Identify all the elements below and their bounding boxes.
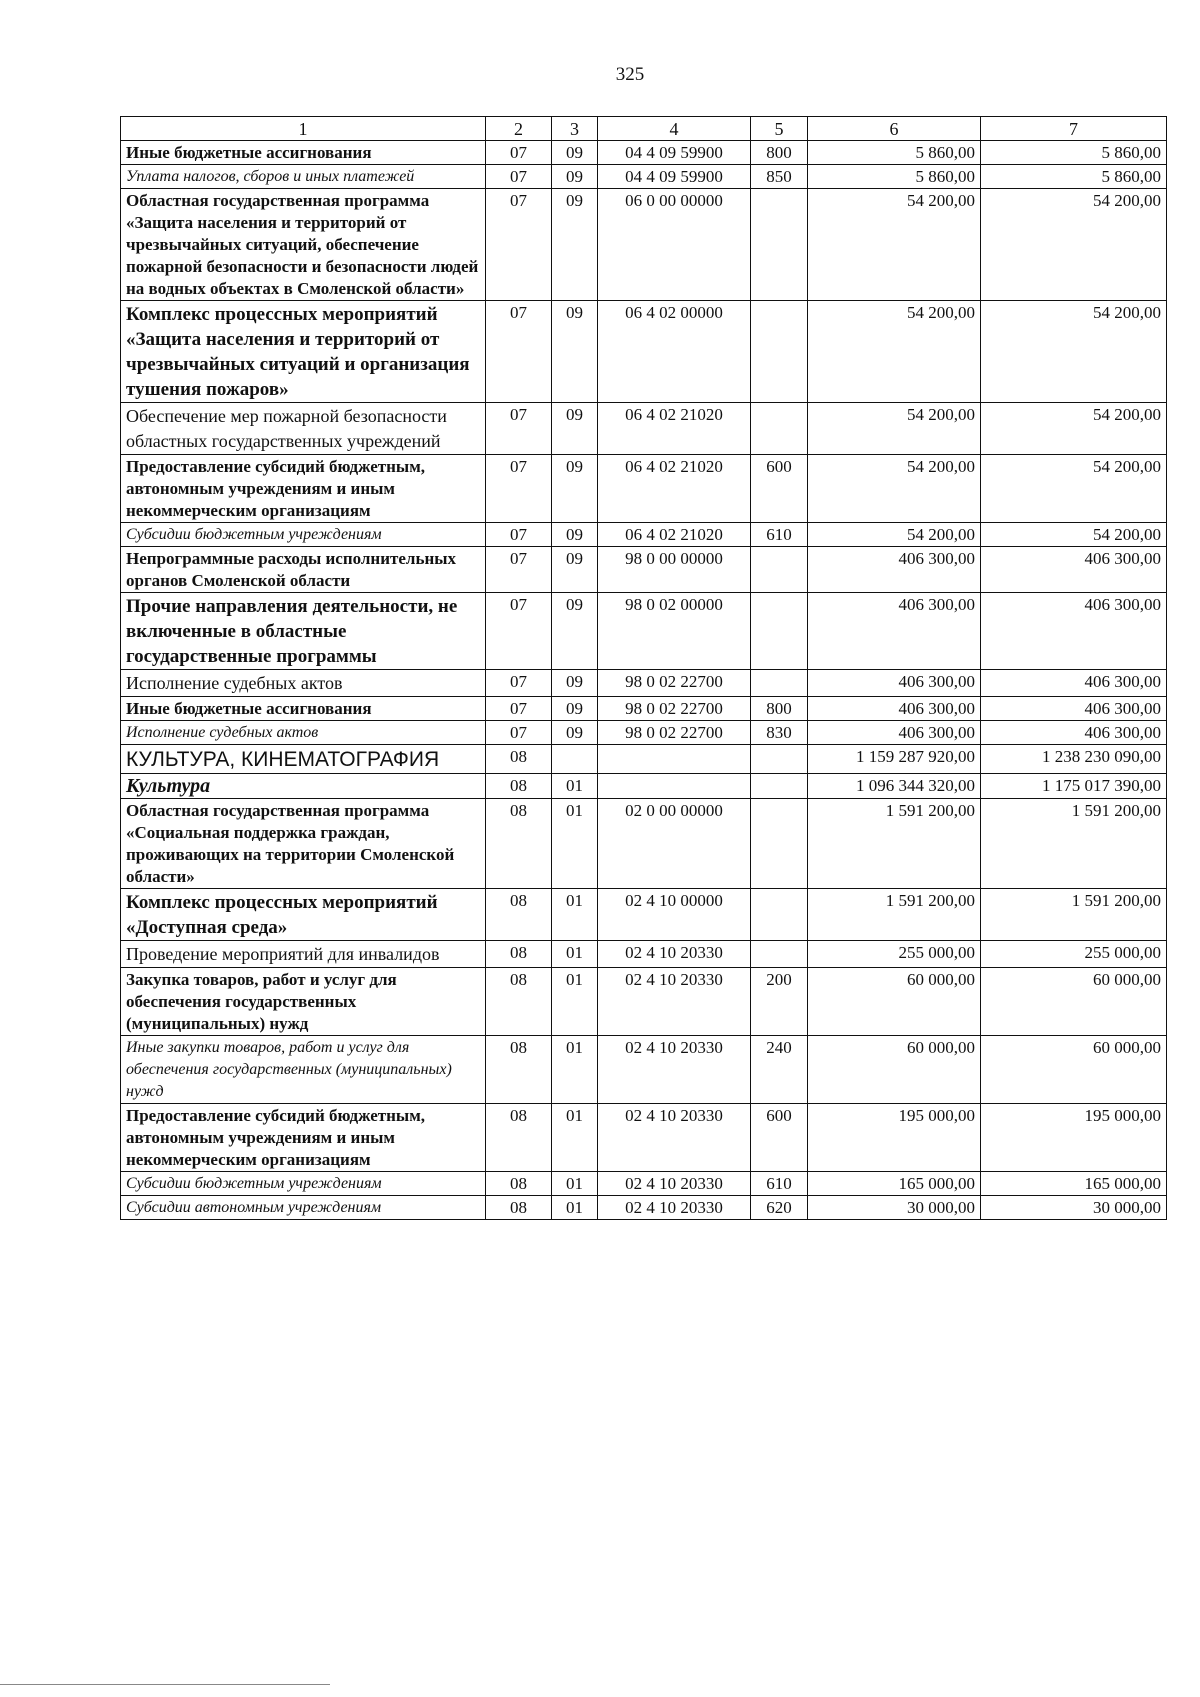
cell-section-code: 07 (486, 593, 552, 670)
cell-amount-1: 54 200,00 (808, 455, 981, 523)
cell-amount-1: 406 300,00 (808, 670, 981, 697)
table-row (121, 165, 1167, 189)
table-row (121, 889, 1167, 941)
cell-section-code: 07 (486, 301, 552, 403)
cell-name: Предоставление субсидий бюджетным, автономным учреждениям и иным некоммерческим организациям (121, 1104, 486, 1172)
cell-amount-1: 1 159 287 920,00 (808, 745, 981, 774)
cell-amount-1: 5 860,00 (808, 165, 981, 189)
cell-section-code: 07 (486, 721, 552, 745)
cell-amount-2: 1 591 200,00 (981, 889, 1167, 941)
cell-section-code: 07 (486, 697, 552, 721)
cell-expense-type (751, 547, 808, 593)
cell-subsection-code (552, 745, 598, 774)
cell-name: Исполнение судебных актов (121, 721, 486, 745)
cell-section-code: 08 (486, 1196, 552, 1220)
cell-amount-2: 1 175 017 390,00 (981, 774, 1167, 799)
table-row (121, 455, 1167, 523)
cell-target-code (598, 745, 751, 774)
cell-subsection-code: 01 (552, 941, 598, 968)
cell-name: Субсидии бюджетным учреждениям (121, 1172, 486, 1196)
cell-section-code: 07 (486, 523, 552, 547)
cell-amount-1: 54 200,00 (808, 403, 981, 455)
cell-amount-2: 54 200,00 (981, 455, 1167, 523)
cell-amount-1: 195 000,00 (808, 1104, 981, 1172)
cell-target-code: 98 0 02 22700 (598, 721, 751, 745)
cell-name: Иные закупки товаров, работ и услуг для обеспечения государственных (муниципальных) нужд (121, 1036, 486, 1104)
cell-section-code: 08 (486, 1104, 552, 1172)
table-row (121, 745, 1167, 774)
cell-amount-2: 406 300,00 (981, 593, 1167, 670)
cell-name: Уплата налогов, сборов и иных платежей (121, 165, 486, 189)
cell-target-code: 06 4 02 21020 (598, 403, 751, 455)
cell-section-code: 07 (486, 670, 552, 697)
cell-amount-1: 54 200,00 (808, 301, 981, 403)
budget-table (120, 116, 1167, 1220)
cell-expense-type: 200 (751, 968, 808, 1036)
cell-subsection-code: 09 (552, 523, 598, 547)
table-row (121, 941, 1167, 968)
table-row (121, 523, 1167, 547)
cell-subsection-code: 09 (552, 141, 598, 165)
cell-name: Культура (121, 774, 486, 799)
cell-amount-2: 54 200,00 (981, 523, 1167, 547)
header-cell: 2 (486, 117, 552, 141)
cell-subsection-code: 01 (552, 799, 598, 889)
cell-subsection-code: 09 (552, 403, 598, 455)
cell-section-code: 08 (486, 968, 552, 1036)
table-row (121, 593, 1167, 670)
cell-name: Субсидии бюджетным учреждениям (121, 523, 486, 547)
cell-subsection-code: 01 (552, 889, 598, 941)
cell-section-code: 08 (486, 799, 552, 889)
cell-subsection-code: 09 (552, 455, 598, 523)
cell-amount-2: 54 200,00 (981, 403, 1167, 455)
cell-amount-1: 54 200,00 (808, 523, 981, 547)
cell-amount-2: 60 000,00 (981, 1036, 1167, 1104)
cell-name: Предоставление субсидий бюджетным, автономным учреждениям и иным некоммерческим организациям (121, 455, 486, 523)
cell-expense-type: 600 (751, 1104, 808, 1172)
cell-amount-1: 60 000,00 (808, 968, 981, 1036)
cell-amount-1: 165 000,00 (808, 1172, 981, 1196)
cell-amount-2: 406 300,00 (981, 721, 1167, 745)
cell-amount-2: 255 000,00 (981, 941, 1167, 968)
cell-expense-type (751, 593, 808, 670)
cell-name: Проведение мероприятий для инвалидов (121, 941, 486, 968)
cell-name: Прочие направления деятельности, не включенные в областные государственные программы (121, 593, 486, 670)
cell-target-code: 02 4 10 20330 (598, 1196, 751, 1220)
cell-target-code: 04 4 09 59900 (598, 165, 751, 189)
table-row (121, 301, 1167, 403)
cell-subsection-code: 09 (552, 547, 598, 593)
header-cell: 5 (751, 117, 808, 141)
cell-subsection-code: 01 (552, 774, 598, 799)
table-row (121, 697, 1167, 721)
table-row (121, 141, 1167, 165)
cell-subsection-code: 01 (552, 1196, 598, 1220)
table-row (121, 670, 1167, 697)
table-row (121, 189, 1167, 301)
cell-amount-2: 54 200,00 (981, 301, 1167, 403)
table-row (121, 799, 1167, 889)
cell-section-code: 07 (486, 165, 552, 189)
cell-target-code: 02 4 10 20330 (598, 1036, 751, 1104)
cell-subsection-code: 01 (552, 1172, 598, 1196)
cell-name: Непрограммные расходы исполнительных органов Смоленской области (121, 547, 486, 593)
cell-section-code: 07 (486, 455, 552, 523)
cell-name: Субсидии автономным учреждениям (121, 1196, 486, 1220)
cell-expense-type (751, 403, 808, 455)
cell-target-code: 02 0 00 00000 (598, 799, 751, 889)
cell-name: Областная государственная программа «Социальная поддержка граждан, проживающих на территории Смоленской области» (121, 799, 486, 889)
cell-target-code: 02 4 10 20330 (598, 1172, 751, 1196)
cell-expense-type: 830 (751, 721, 808, 745)
cell-expense-type: 850 (751, 165, 808, 189)
table-row (121, 403, 1167, 455)
cell-expense-type: 620 (751, 1196, 808, 1220)
cell-target-code: 06 4 02 21020 (598, 523, 751, 547)
cell-amount-2: 5 860,00 (981, 141, 1167, 165)
table-row (121, 1172, 1167, 1196)
cell-amount-2: 54 200,00 (981, 189, 1167, 301)
cell-section-code: 08 (486, 1172, 552, 1196)
cell-section-code: 08 (486, 774, 552, 799)
cell-amount-2: 1 591 200,00 (981, 799, 1167, 889)
cell-subsection-code: 09 (552, 593, 598, 670)
cell-amount-2: 60 000,00 (981, 968, 1167, 1036)
cell-name: Закупка товаров, работ и услуг для обеспечения государственных (муниципальных) нужд (121, 968, 486, 1036)
cell-name: Иные бюджетные ассигнования (121, 141, 486, 165)
cell-target-code: 98 0 00 00000 (598, 547, 751, 593)
cell-amount-2: 165 000,00 (981, 1172, 1167, 1196)
cell-subsection-code: 01 (552, 968, 598, 1036)
cell-expense-type: 800 (751, 697, 808, 721)
cell-section-code: 07 (486, 403, 552, 455)
cell-section-code: 07 (486, 547, 552, 593)
cell-amount-1: 1 096 344 320,00 (808, 774, 981, 799)
cell-subsection-code: 09 (552, 189, 598, 301)
cell-subsection-code: 09 (552, 165, 598, 189)
cell-amount-2: 406 300,00 (981, 670, 1167, 697)
cell-amount-1: 5 860,00 (808, 141, 981, 165)
cell-expense-type (751, 189, 808, 301)
cell-target-code: 98 0 02 00000 (598, 593, 751, 670)
cell-expense-type: 600 (751, 455, 808, 523)
table-header-row (121, 117, 1167, 141)
cell-subsection-code: 09 (552, 697, 598, 721)
cell-amount-2: 1 238 230 090,00 (981, 745, 1167, 774)
cell-amount-1: 255 000,00 (808, 941, 981, 968)
cell-amount-1: 406 300,00 (808, 697, 981, 721)
cell-amount-2: 5 860,00 (981, 165, 1167, 189)
table-row (121, 968, 1167, 1036)
cell-amount-1: 1 591 200,00 (808, 799, 981, 889)
cell-expense-type (751, 774, 808, 799)
cell-amount-2: 30 000,00 (981, 1196, 1167, 1220)
cell-target-code (598, 774, 751, 799)
cell-target-code: 06 4 02 00000 (598, 301, 751, 403)
cell-amount-1: 1 591 200,00 (808, 889, 981, 941)
cell-expense-type (751, 670, 808, 697)
cell-expense-type: 610 (751, 1172, 808, 1196)
cell-name: Комплекс процессных мероприятий «Доступная среда» (121, 889, 486, 941)
cell-section-code: 07 (486, 141, 552, 165)
cell-expense-type (751, 889, 808, 941)
cell-expense-type: 800 (751, 141, 808, 165)
cell-target-code: 02 4 10 20330 (598, 1104, 751, 1172)
cell-amount-2: 406 300,00 (981, 547, 1167, 593)
table-row (121, 1104, 1167, 1172)
cell-name: Иные бюджетные ассигнования (121, 697, 486, 721)
header-cell: 6 (808, 117, 981, 141)
cell-target-code: 02 4 10 00000 (598, 889, 751, 941)
cell-subsection-code: 01 (552, 1104, 598, 1172)
cell-target-code: 06 4 02 21020 (598, 455, 751, 523)
cell-target-code: 02 4 10 20330 (598, 941, 751, 968)
header-cell: 7 (981, 117, 1167, 141)
cell-subsection-code: 09 (552, 670, 598, 697)
table-row (121, 774, 1167, 799)
cell-expense-type (751, 301, 808, 403)
cell-target-code: 02 4 10 20330 (598, 968, 751, 1036)
cell-subsection-code: 09 (552, 721, 598, 745)
cell-subsection-code: 01 (552, 1036, 598, 1104)
cell-name: КУЛЬТУРА, КИНЕМАТОГРАФИЯ (121, 745, 486, 774)
cell-amount-1: 54 200,00 (808, 189, 981, 301)
header-cell: 3 (552, 117, 598, 141)
cell-expense-type: 240 (751, 1036, 808, 1104)
cell-target-code: 06 0 00 00000 (598, 189, 751, 301)
cell-expense-type (751, 941, 808, 968)
cell-name: Областная государственная программа «Защита населения и территорий от чрезвычайных ситуаций, обеспечение пожарной безопасности и безопасности людей на водных объектах в Смоленской области» (121, 189, 486, 301)
cell-amount-2: 406 300,00 (981, 697, 1167, 721)
page-number: 325 (615, 64, 645, 85)
cell-amount-2: 195 000,00 (981, 1104, 1167, 1172)
table-row (121, 1196, 1167, 1220)
cell-amount-1: 406 300,00 (808, 547, 981, 593)
cell-section-code: 08 (486, 1036, 552, 1104)
table-row (121, 547, 1167, 593)
cell-subsection-code: 09 (552, 301, 598, 403)
bottom-rule (0, 1684, 330, 1685)
cell-target-code: 04 4 09 59900 (598, 141, 751, 165)
cell-name: Комплекс процессных мероприятий «Защита населения и территорий от чрезвычайных ситуаций и организация тушения пожаров» (121, 301, 486, 403)
cell-name: Обеспечение мер пожарной безопасности областных государственных учреждений (121, 403, 486, 455)
cell-amount-1: 30 000,00 (808, 1196, 981, 1220)
cell-section-code: 08 (486, 941, 552, 968)
cell-section-code: 08 (486, 889, 552, 941)
cell-amount-1: 406 300,00 (808, 721, 981, 745)
cell-expense-type (751, 745, 808, 774)
cell-name: Исполнение судебных актов (121, 670, 486, 697)
cell-amount-1: 406 300,00 (808, 593, 981, 670)
cell-expense-type (751, 799, 808, 889)
table-row (121, 721, 1167, 745)
header-cell: 1 (121, 117, 486, 141)
header-cell: 4 (598, 117, 751, 141)
table-row (121, 1036, 1167, 1104)
cell-section-code: 08 (486, 745, 552, 774)
cell-target-code: 98 0 02 22700 (598, 697, 751, 721)
cell-section-code: 07 (486, 189, 552, 301)
cell-amount-1: 60 000,00 (808, 1036, 981, 1104)
cell-expense-type: 610 (751, 523, 808, 547)
cell-target-code: 98 0 02 22700 (598, 670, 751, 697)
